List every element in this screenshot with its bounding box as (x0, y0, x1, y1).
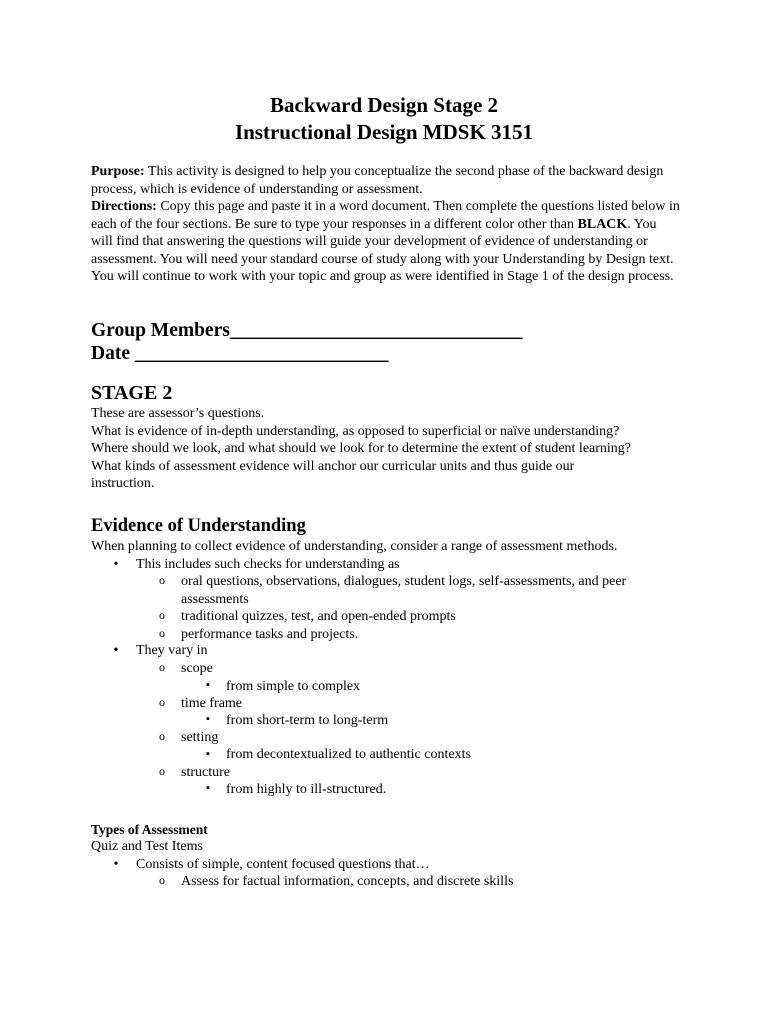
purpose-text: This activity is designed to help you conceptualize the second phase of the backward design process, which is evidence of understanding or assessment. (91, 164, 664, 197)
directions-text-1: Copy this page and paste it in a word document. Then complete the questions listed below in each of the four sections. Be sure to type your responses in a different color other than (91, 199, 680, 232)
list-item: from short-term to long-term (226, 712, 389, 728)
list-item: performance tasks and projects. (181, 626, 359, 642)
bullet-circle-icon: o (159, 608, 165, 622)
list-item: traditional quizzes, test, and open-ended prompts (181, 609, 456, 624)
bullet-square-icon: ▪ (206, 782, 210, 794)
bullet-circle-icon: o (159, 763, 165, 778)
list-item: time frame (181, 695, 243, 711)
list-item: They vary in (136, 643, 208, 658)
stage-heading: STAGE 2 (91, 382, 173, 404)
list-item: setting (181, 730, 219, 745)
stage-line: What kinds of assessment evidence will anchor our curricular units and thus guide our (91, 458, 575, 474)
bullet-square-icon: ▪ (206, 679, 210, 691)
stage-line: These are assessor’s questions. (91, 406, 265, 421)
bullet-circle-icon: o (159, 695, 165, 709)
group-members-field: Group Members______________________________ (91, 320, 523, 341)
document-title: Backward Design Stage 2 (269, 93, 499, 117)
bullet-circle-icon: o (159, 873, 165, 887)
types-heading: Types of Assessment (91, 822, 208, 837)
stage-line: Where should we look, and what should we look for to determine the extent of student learning? (91, 441, 632, 456)
date-field: Date __________________________ (91, 343, 389, 364)
list-item: oral questions, observations, dialogues, student logs, self-assessments, and peer (181, 574, 627, 589)
document-subtitle: Instructional Design MDSK 3151 (234, 120, 534, 144)
evidence-heading: Evidence of Understanding (91, 516, 306, 536)
purpose-label: Purpose: (91, 164, 145, 179)
stage-line: instruction. (91, 476, 155, 491)
bullet-circle-icon: o (159, 573, 165, 587)
bullet-disc-icon: • (113, 643, 119, 658)
list-item: assessments (181, 591, 249, 607)
list-item: Assess for factual information, concepts, and discrete skills (181, 874, 514, 889)
list-item: Consists of simple, content focused questions that… (136, 856, 430, 872)
types-subheading: Quiz and Test Items (91, 839, 203, 854)
bullet-square-icon: ▪ (206, 748, 210, 760)
bullet-disc-icon: • (113, 557, 119, 572)
bullet-circle-icon: o (159, 729, 165, 743)
list-item: from highly to ill-structured. (226, 781, 387, 797)
directions-paragraph (91, 198, 681, 286)
list-item: from decontextualized to authentic contexts (226, 747, 471, 762)
directions-label: Directions: (91, 199, 157, 214)
directions-black-word: BLACK (577, 216, 628, 232)
evidence-intro: When planning to collect evidence of understanding, consider a range of assessment methods. (91, 539, 618, 554)
list-item: structure (181, 764, 230, 780)
directions-text-2: . You will find that answering the questions will guide your development of evidence of understanding or assessment. You will need your standard course of study along with your Understanding by Design text. You will continue to work with your topic and group as were identified in Stage 1 of the design process. (91, 216, 674, 284)
bullet-square-icon: ▪ (206, 713, 210, 725)
list-item: from simple to complex (226, 678, 361, 694)
bullet-disc-icon: • (113, 856, 119, 872)
list-item: scope (181, 661, 213, 676)
bullet-circle-icon: o (159, 625, 165, 640)
stage-line: What is evidence of in-depth understanding, as opposed to superficial or naïve understanding? (91, 423, 620, 439)
list-item: This includes such checks for understanding as (136, 557, 400, 572)
purpose-paragraph (91, 163, 681, 198)
bullet-circle-icon: o (159, 660, 165, 674)
